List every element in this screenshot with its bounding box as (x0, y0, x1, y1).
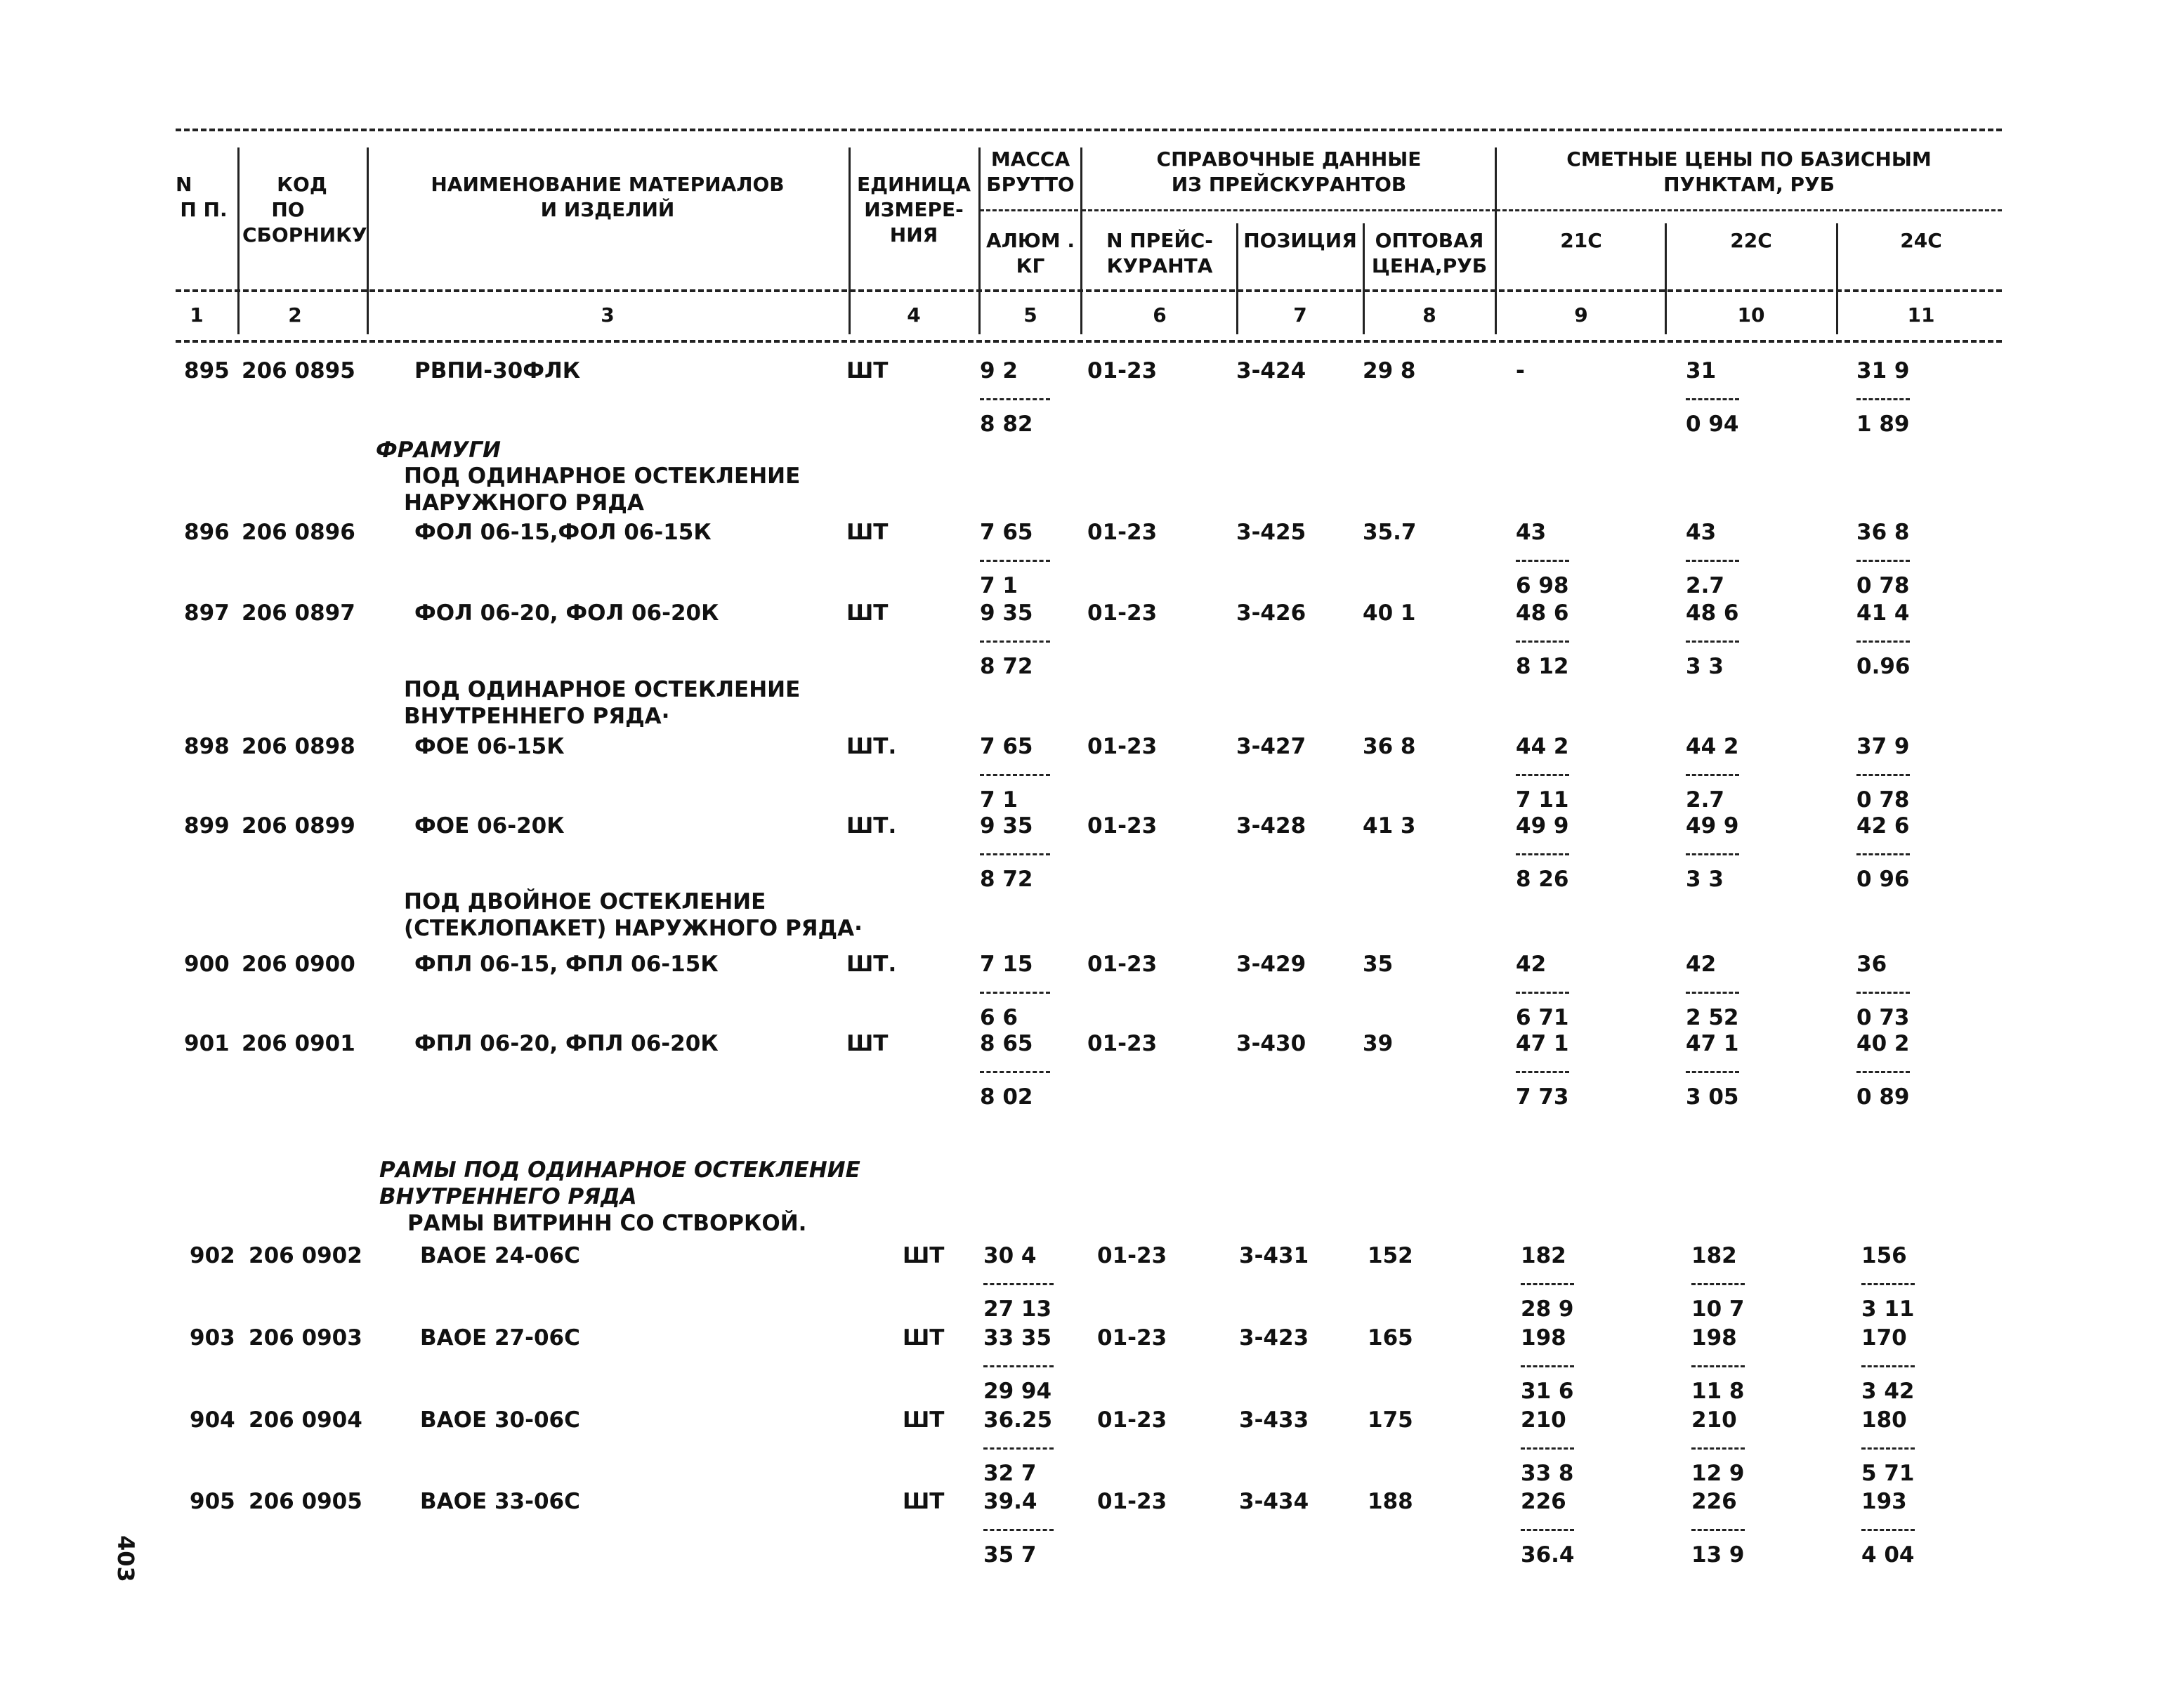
row-wholesale-price: 175 (1368, 1407, 1413, 1433)
row-price-21c-sub: 7 11 (1516, 787, 1569, 813)
header-top-rule (176, 129, 2002, 131)
colnum-8: 8 (1422, 303, 1436, 327)
row-pricelist: 01-23 (1097, 1243, 1167, 1268)
row-wholesale-price: 35.7 (1363, 520, 1417, 545)
fraction-line (1686, 1071, 1739, 1073)
row-price-24c: 36 (1856, 952, 1887, 977)
row-position: 3-433 (1239, 1407, 1309, 1433)
fraction-line (983, 1283, 1054, 1285)
hdr-c5-l3: АЛЮМ . (985, 229, 1075, 252)
hdr-ref-l2: ИЗ ПРЕЙСКУРАНТОВ (1171, 173, 1407, 196)
row-mass-gross: 39.4 (983, 1489, 1037, 1514)
row-price-22c-sub: 2.7 (1686, 573, 1724, 598)
row-price-22c: 198 (1691, 1325, 1737, 1351)
row-price-22c: 31 (1686, 358, 1717, 383)
row-name: РВПИ-30ФЛК (414, 358, 581, 383)
hdr-c8-l1: ОПТОВАЯ (1375, 229, 1484, 252)
row-pricelist: 01-23 (1087, 358, 1158, 383)
hdr-c4-l1: ЕДИНИЦА (856, 173, 971, 196)
hdr-c6-l1: N ПРЕЙС- (1106, 229, 1213, 252)
row-price-21c-sub: 8 26 (1516, 867, 1569, 892)
hdr-c9: 21С (1560, 229, 1602, 252)
row-number: 905 (190, 1489, 235, 1514)
row-price-24c: 42 6 (1856, 813, 1910, 839)
row-price-24c-sub: 0 73 (1856, 1005, 1910, 1030)
row-number: 900 (184, 952, 230, 977)
row-price-24c: 180 (1861, 1407, 1907, 1433)
row-name: ВАОЕ 33-06С (420, 1489, 580, 1514)
row-position: 3-431 (1239, 1243, 1309, 1268)
row-price-21c: 198 (1521, 1325, 1566, 1351)
col-sep (1236, 223, 1238, 334)
row-price-24c: 193 (1861, 1489, 1907, 1514)
row-code: 206 0896 (242, 520, 355, 545)
row-price-22c-sub: 3 05 (1686, 1084, 1739, 1110)
row-unit: ШТ (846, 358, 889, 383)
row-mass-alum: 6 6 (980, 1005, 1018, 1030)
fraction-line (1516, 774, 1569, 776)
row-price-22c: 43 (1686, 520, 1717, 545)
row-mass-gross: 36.25 (983, 1407, 1053, 1433)
row-price-22c: 182 (1691, 1243, 1737, 1268)
row-wholesale-price: 29 8 (1363, 358, 1416, 383)
row-name: ФПЛ 06-20, ФПЛ 06-20К (414, 1031, 719, 1056)
row-price-24c: 156 (1861, 1243, 1907, 1268)
row-position: 3-425 (1236, 520, 1306, 545)
hdr-c10: 22С (1730, 229, 1772, 252)
section-heading: ВНУТРЕННЕГО РЯДА (379, 1184, 637, 1209)
hdr-c11: 24С (1900, 229, 1942, 252)
fraction-line (983, 1447, 1054, 1450)
row-price-24c: 31 9 (1856, 358, 1910, 383)
row-price-21c: 182 (1521, 1243, 1566, 1268)
fraction-line (1691, 1529, 1745, 1531)
row-number: 901 (184, 1031, 230, 1056)
row-name: ФОЛ 06-15,ФОЛ 06-15К (414, 520, 712, 545)
row-wholesale-price: 188 (1368, 1489, 1413, 1514)
fraction-line (1516, 853, 1569, 855)
hdr-c7: ПОЗИЦИЯ (1243, 229, 1357, 252)
row-mass-gross: 9 35 (980, 813, 1033, 839)
row-number: 896 (184, 520, 230, 545)
subsection-heading: ВНУТРЕННЕГО РЯДА· (404, 704, 670, 729)
row-price-21c: 49 9 (1516, 813, 1569, 839)
hdr-c5-l4: КГ (1016, 254, 1045, 277)
subsection-heading: ПОД ДВОЙНОЕ ОСТЕКЛЕНИЕ (404, 889, 766, 914)
colnum-3: 3 (601, 303, 615, 327)
row-price-22c: 44 2 (1686, 734, 1739, 759)
fraction-line (1861, 1365, 1915, 1367)
row-mass-alum: 8 72 (980, 654, 1033, 679)
row-price-24c-sub: 0.96 (1856, 654, 1911, 679)
row-position: 3-434 (1239, 1489, 1309, 1514)
row-position: 3-429 (1236, 952, 1306, 977)
col-sep (237, 147, 240, 334)
fraction-line (1856, 853, 1910, 855)
fraction-line (1521, 1283, 1574, 1285)
row-name: ВАОЕ 27-06С (420, 1325, 580, 1351)
fraction-line (980, 560, 1050, 562)
row-position: 3-424 (1236, 358, 1306, 383)
fraction-line (1856, 640, 1910, 643)
hdr-c1-l2: П П. (180, 198, 228, 221)
row-code: 206 0904 (249, 1407, 362, 1433)
fraction-line (980, 853, 1050, 855)
hdr-c6-l2: КУРАНТА (1106, 254, 1213, 277)
row-position: 3-430 (1236, 1031, 1306, 1056)
row-wholesale-price: 40 1 (1363, 600, 1416, 626)
colnum-7: 7 (1293, 303, 1307, 327)
colnum-4: 4 (907, 303, 921, 327)
fraction-line (1686, 853, 1739, 855)
section-heading: РАМЫ ПОД ОДИНАРНОЕ ОСТЕКЛЕНИЕ (379, 1157, 860, 1183)
row-price-22c-sub: 11 8 (1691, 1379, 1745, 1404)
row-position: 3-427 (1236, 734, 1306, 759)
row-wholesale-price: 165 (1368, 1325, 1413, 1351)
col-sep (1665, 223, 1667, 334)
row-unit: ШТ (903, 1325, 945, 1351)
row-price-22c: 49 9 (1686, 813, 1739, 839)
hdr-c5-l1: МАССА (990, 147, 1070, 171)
fraction-line (1516, 560, 1569, 562)
row-number: 904 (190, 1407, 235, 1433)
row-price-21c: 44 2 (1516, 734, 1569, 759)
row-price-24c-sub: 0 89 (1856, 1084, 1910, 1110)
fraction-line (1686, 640, 1739, 643)
hdr-c8-l2: ЦЕНА,РУБ (1371, 254, 1488, 277)
fraction-line (1686, 560, 1739, 562)
fraction-line (980, 774, 1050, 776)
row-pricelist: 01-23 (1087, 734, 1158, 759)
hdr-price-l1: СМЕТНЫЕ ЦЕНЫ ПО БАЗИСНЫМ (1566, 147, 1932, 171)
row-price-21c: 43 (1516, 520, 1547, 545)
row-price-22c: 48 6 (1686, 600, 1739, 626)
hdr-c3-l1: НАИМЕНОВАНИЕ МАТЕРИАЛОВ (431, 173, 785, 196)
row-unit: ШТ. (846, 952, 897, 977)
row-mass-alum: 7 1 (980, 787, 1018, 813)
row-wholesale-price: 39 (1363, 1031, 1394, 1056)
row-name: ВАОЕ 30-06С (420, 1407, 580, 1433)
row-mass-alum: 8 72 (980, 867, 1033, 892)
fraction-line (1516, 640, 1569, 643)
row-price-22c: 210 (1691, 1407, 1737, 1433)
row-unit: ШТ (846, 1031, 889, 1056)
subsection-heading: НАРУЖНОГО РЯДА (404, 490, 644, 515)
row-wholesale-price: 152 (1368, 1243, 1413, 1268)
hdr-price-l2: ПУНКТАМ, РУБ (1663, 173, 1835, 196)
row-price-21c-sub: 6 98 (1516, 573, 1569, 598)
row-price-21c-sub: 6 71 (1516, 1005, 1569, 1030)
col-sep (1080, 147, 1082, 334)
row-code: 206 0899 (242, 813, 355, 839)
row-unit: ШТ (846, 600, 889, 626)
ref-sub-rule (1082, 209, 1496, 211)
row-price-22c-sub: 2 52 (1686, 1005, 1739, 1030)
row-mass-gross: 7 15 (980, 952, 1033, 977)
row-pricelist: 01-23 (1087, 1031, 1158, 1056)
row-mass-gross: 30 4 (983, 1243, 1037, 1268)
row-name: ФОЛ 06-20, ФОЛ 06-20К (414, 600, 719, 626)
row-mass-gross: 7 65 (980, 734, 1033, 759)
colnum-9: 9 (1574, 303, 1588, 327)
fraction-line (1686, 398, 1739, 400)
fraction-line (1861, 1447, 1915, 1450)
colnum-11: 11 (1907, 303, 1935, 327)
price-sub-rule (1496, 209, 2002, 211)
hdr-c1-l1: N (176, 173, 192, 196)
row-mass-gross: 33 35 (983, 1325, 1052, 1351)
fraction-line (980, 640, 1050, 643)
row-code: 206 0901 (242, 1031, 355, 1056)
row-price-21c: 226 (1521, 1489, 1566, 1514)
row-price-21c: 210 (1521, 1407, 1566, 1433)
fraction-line (1861, 1283, 1915, 1285)
row-price-21c: 48 6 (1516, 600, 1569, 626)
row-number: 902 (190, 1243, 235, 1268)
row-mass-gross: 7 65 (980, 520, 1033, 545)
row-price-21c-sub: 8 12 (1516, 654, 1569, 679)
row-unit: ШТ. (846, 813, 897, 839)
row-code: 206 0902 (249, 1243, 362, 1268)
row-pricelist: 01-23 (1087, 952, 1158, 977)
fraction-line (1856, 774, 1910, 776)
fraction-line (980, 992, 1050, 994)
row-mass-gross: 9 35 (980, 600, 1033, 626)
subsection-heading: РАМЫ ВИТРИНН СО СТВОРКОЙ. (407, 1211, 807, 1236)
row-code: 206 0898 (242, 734, 355, 759)
hdr-c2-l1: КОД (277, 173, 327, 196)
fraction-line (1516, 992, 1569, 994)
row-mass-alum: 35 7 (983, 1542, 1037, 1568)
header-mid-rule (176, 289, 2002, 292)
row-pricelist: 01-23 (1097, 1489, 1167, 1514)
fraction-line (1691, 1283, 1745, 1285)
col-sep (1363, 223, 1365, 334)
row-number: 895 (184, 358, 230, 383)
fraction-line (1691, 1447, 1745, 1450)
fraction-line (1521, 1447, 1574, 1450)
row-pricelist: 01-23 (1087, 520, 1158, 545)
row-price-24c: 37 9 (1856, 734, 1910, 759)
page-number: 403 (112, 1535, 139, 1582)
row-price-24c: 40 2 (1856, 1031, 1910, 1056)
row-price-21c-sub: 31 6 (1521, 1379, 1574, 1404)
row-price-24c-sub: 0 96 (1856, 867, 1910, 892)
hdr-c3-l2: И ИЗДЕЛИЙ (540, 198, 675, 221)
fraction-line (1856, 1071, 1910, 1073)
row-position: 3-428 (1236, 813, 1306, 839)
row-mass-gross: 9 2 (980, 358, 1018, 383)
row-name: ФОЕ 06-15К (414, 734, 565, 759)
row-name: ВАОЕ 24-06С (420, 1243, 580, 1268)
row-pricelist: 01-23 (1097, 1325, 1167, 1351)
row-price-21c: 42 (1516, 952, 1547, 977)
row-pricelist: 01-23 (1097, 1407, 1167, 1433)
row-price-24c-sub: 0 78 (1856, 787, 1910, 813)
row-unit: ШТ (903, 1243, 945, 1268)
fraction-line (1516, 1071, 1569, 1073)
subsection-heading: (СТЕКЛОПАКЕТ) НАРУЖНОГО РЯДА· (404, 916, 863, 941)
row-price-22c-sub: 3 3 (1686, 654, 1724, 679)
hdr-ref-l1: СПРАВОЧНЫЕ ДАННЫЕ (1156, 147, 1422, 171)
col-sep (1495, 147, 1497, 334)
fraction-line (1856, 398, 1910, 400)
row-code: 206 0903 (249, 1325, 362, 1351)
row-price-24c-sub: 5 71 (1861, 1461, 1915, 1486)
row-number: 897 (184, 600, 230, 626)
colnum-1: 1 (190, 303, 204, 327)
row-wholesale-price: 35 (1363, 952, 1394, 977)
colnum-6: 6 (1153, 303, 1167, 327)
row-price-22c: 47 1 (1686, 1031, 1739, 1056)
fraction-line (1856, 560, 1910, 562)
fraction-line (1686, 774, 1739, 776)
hdr-c5-l2: БРУТТО (986, 173, 1075, 196)
fraction-line (980, 1071, 1050, 1073)
colnum-5: 5 (1023, 303, 1037, 327)
row-code: 206 0895 (242, 358, 355, 383)
row-price-24c: 41 4 (1856, 600, 1910, 626)
hdr-c2-l3: СБОРНИКУ (242, 223, 367, 247)
row-price-22c-sub: 2.7 (1686, 787, 1724, 813)
row-name: ФОЕ 06-20К (414, 813, 565, 839)
fraction-line (980, 398, 1050, 400)
row-number: 898 (184, 734, 230, 759)
row-code: 206 0905 (249, 1489, 362, 1514)
row-unit: ШТ. (846, 734, 897, 759)
subsection-heading: ПОД ОДИНАРНОЕ ОСТЕКЛЕНИЕ (404, 464, 801, 489)
row-price-22c-sub: 12 9 (1691, 1461, 1745, 1486)
row-mass-alum: 29 94 (983, 1379, 1052, 1404)
row-price-21c-sub: 36.4 (1521, 1542, 1575, 1568)
row-price-21c-sub: 7 73 (1516, 1084, 1569, 1110)
col-sep (849, 147, 851, 334)
hdr-c4-l2: ИЗМЕРЕ- (864, 198, 964, 221)
row-number: 903 (190, 1325, 235, 1351)
row-mass-alum: 32 7 (983, 1461, 1037, 1486)
row-mass-alum: 8 02 (980, 1084, 1033, 1110)
row-price-21c: 47 1 (1516, 1031, 1569, 1056)
row-price-24c-sub: 3 11 (1861, 1296, 1915, 1322)
row-position: 3-423 (1239, 1325, 1309, 1351)
row-price-21c-sub: 28 9 (1521, 1296, 1574, 1322)
row-price-24c-sub: 4 04 (1861, 1542, 1915, 1568)
fraction-line (1856, 992, 1910, 994)
row-code: 206 0900 (242, 952, 355, 977)
row-name: ФПЛ 06-15, ФПЛ 06-15К (414, 952, 719, 977)
fraction-line (983, 1365, 1054, 1367)
section-heading: ФРАМУГИ (376, 438, 501, 463)
hdr-c4-l3: НИЯ (889, 223, 938, 247)
row-mass-alum: 27 13 (983, 1296, 1052, 1322)
colnum-2: 2 (288, 303, 302, 327)
row-price-21c-sub: 33 8 (1521, 1461, 1574, 1486)
row-price-22c-sub: 10 7 (1691, 1296, 1745, 1322)
row-price-24c-sub: 3 42 (1861, 1379, 1915, 1404)
row-price-24c: 36 8 (1856, 520, 1910, 545)
row-price-22c-sub: 0 94 (1686, 412, 1739, 437)
row-price-21c: - (1516, 358, 1525, 383)
row-price-24c-sub: 0 78 (1856, 573, 1910, 598)
fraction-line (1861, 1529, 1915, 1531)
row-position: 3-426 (1236, 600, 1306, 626)
fraction-line (1686, 992, 1739, 994)
row-mass-gross: 8 65 (980, 1031, 1033, 1056)
row-price-22c: 42 (1686, 952, 1717, 977)
mass-sub-rule (980, 209, 1078, 211)
col-sep (1836, 223, 1838, 334)
col-sep (978, 147, 981, 334)
subsection-heading: ПОД ОДИНАРНОЕ ОСТЕКЛЕНИЕ (404, 677, 801, 702)
row-mass-alum: 8 82 (980, 412, 1033, 437)
row-wholesale-price: 41 3 (1363, 813, 1416, 839)
row-pricelist: 01-23 (1087, 813, 1158, 839)
row-price-22c: 226 (1691, 1489, 1737, 1514)
row-unit: ШТ (846, 520, 889, 545)
row-wholesale-price: 36 8 (1363, 734, 1416, 759)
row-price-22c-sub: 3 3 (1686, 867, 1724, 892)
row-price-22c-sub: 13 9 (1691, 1542, 1745, 1568)
fraction-line (1521, 1529, 1574, 1531)
fraction-line (1521, 1365, 1574, 1367)
row-code: 206 0897 (242, 600, 355, 626)
row-number: 899 (184, 813, 230, 839)
colnum-10: 10 (1737, 303, 1765, 327)
hdr-c2-l2: ПО (271, 198, 305, 221)
row-price-24c: 170 (1861, 1325, 1907, 1351)
fraction-line (983, 1529, 1054, 1531)
row-unit: ШТ (903, 1407, 945, 1433)
header-bottom-rule (176, 340, 2002, 343)
row-price-24c-sub: 1 89 (1856, 412, 1910, 437)
row-mass-alum: 7 1 (980, 573, 1018, 598)
row-pricelist: 01-23 (1087, 600, 1158, 626)
fraction-line (1691, 1365, 1745, 1367)
row-unit: ШТ (903, 1489, 945, 1514)
